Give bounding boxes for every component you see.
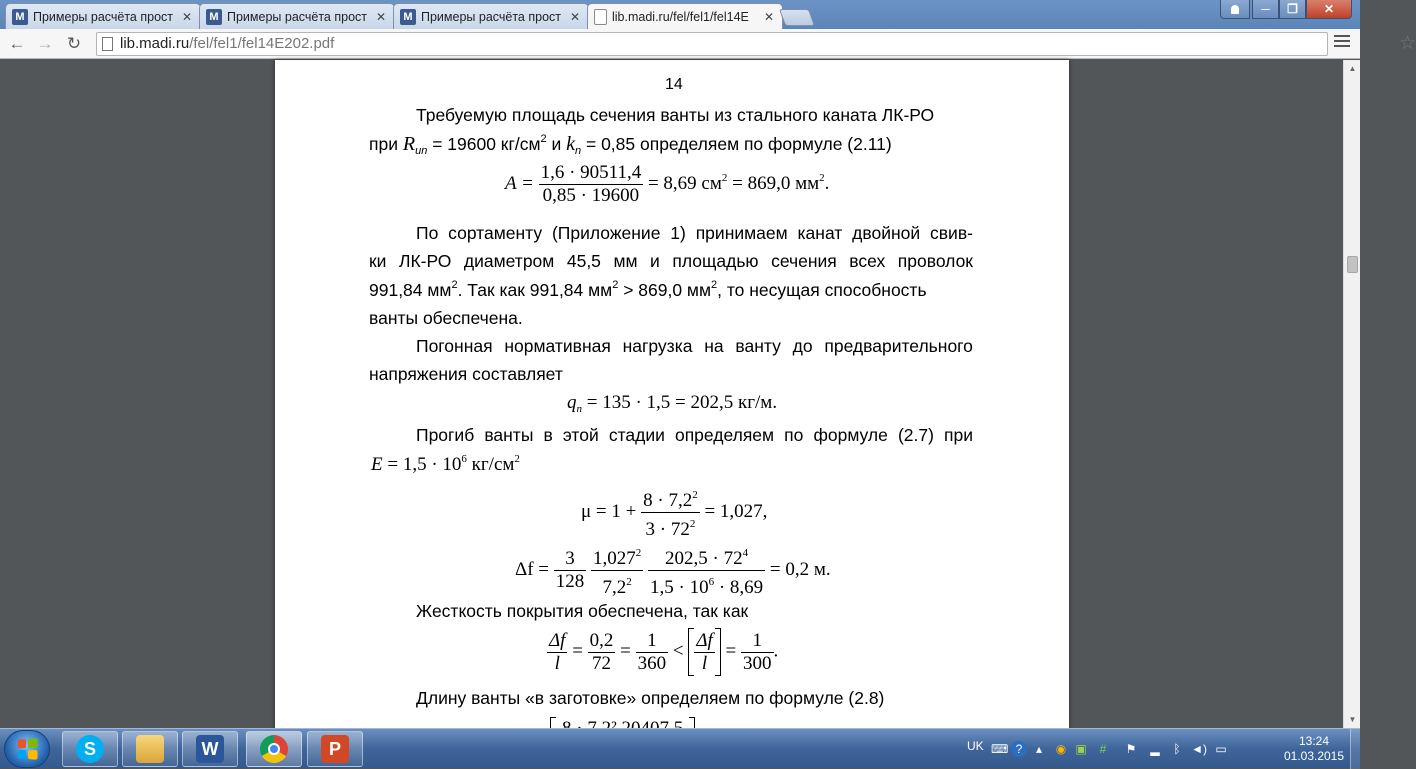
keyboard-icon[interactable]: ⌨ <box>991 742 1009 756</box>
reload-icon[interactable]: ↻ <box>66 34 82 53</box>
powerpoint-icon: P <box>321 735 349 763</box>
equation-load: $q_n = 135 \cdot 1,5 = 202,5$ кг/м. <box>567 392 778 415</box>
scrollbar-thumb[interactable] <box>1347 256 1358 273</box>
hash-icon[interactable]: # <box>1099 742 1107 756</box>
equation-deflection: Δf = $\frac{3}{128}$ $\frac{1,027^2}{7,2^2}$ $\frac{202,5 \cdot 72^4}{1,5 \cdot 10^6 \cdot 8,69}$ = 0,2 м. <box>515 542 831 599</box>
document-icon <box>594 9 607 25</box>
tab-title: lib.madi.ru/fel/fel1/fel14E <box>612 10 749 24</box>
close-tab-icon[interactable]: ✕ <box>181 9 193 24</box>
taskbar-skype[interactable] <box>62 731 118 767</box>
action-center-icon[interactable]: ⚑ <box>1125 742 1137 756</box>
browser-tab-strip <box>0 0 1360 29</box>
tab-4-active[interactable] <box>587 3 783 30</box>
page-number: 14 <box>665 76 683 93</box>
paragraph-1-line-1: Требуемую площадь сечения ванты из стального каната ЛК-РО <box>416 105 935 125</box>
m-book-icon: M <box>400 9 416 25</box>
show-desktop-button[interactable] <box>1350 729 1360 769</box>
taskbar-powerpoint[interactable] <box>307 731 363 767</box>
language-indicator[interactable]: UK <box>967 739 984 753</box>
paragraph-2-line-1: По сортаменту (Приложение 1) принимаем канат двойной свив- <box>416 223 973 243</box>
new-tab-button[interactable] <box>779 9 815 26</box>
forward-arrow-icon[interactable]: → <box>36 34 54 53</box>
user-profile-button[interactable] <box>1220 0 1250 19</box>
help-icon[interactable]: ? <box>1011 741 1027 757</box>
close-window-button[interactable]: ✕ <box>1306 0 1352 19</box>
taskbar-explorer[interactable] <box>122 731 178 767</box>
taskbar-word[interactable] <box>182 731 238 767</box>
bluetooth-icon[interactable]: ᛒ <box>1173 742 1181 756</box>
close-tab-icon[interactable]: ✕ <box>763 10 775 24</box>
close-tab-icon[interactable]: ✕ <box>375 9 387 24</box>
chrome-icon <box>260 735 288 763</box>
notification-icon[interactable]: ◉ <box>1055 742 1067 756</box>
battery-icon[interactable]: ▭ <box>1215 742 1227 756</box>
paragraph-3-line-2: напряжения составляет <box>369 364 563 384</box>
page-icon <box>102 37 113 51</box>
windows-logo-icon <box>18 738 38 759</box>
chrome-menu-icon[interactable] <box>1334 35 1350 51</box>
windows-taskbar <box>0 728 1360 768</box>
explorer-icon <box>136 735 164 763</box>
scroll-up-arrow-icon[interactable]: ▲ <box>1348 64 1357 73</box>
skype-icon: S <box>76 735 104 763</box>
equation-stiffness: $\frac{\Delta f}{l}$ = $\frac{0,2}{72}$ = $\frac{1}{360}$ < $\frac{\Delta f}{l}$ = $\frac{1}{300}$ . <box>547 628 778 676</box>
browser-toolbar <box>0 29 1416 59</box>
paragraph-2-line-2: ки ЛК-РО диаметром 45,5 мм и площадью сечения всех проволок <box>369 251 973 271</box>
bookmark-star-icon[interactable]: ☆ <box>1399 33 1416 54</box>
scroll-down-arrow-icon[interactable]: ▼ <box>1348 715 1357 724</box>
clock-time: 13:24 <box>1298 734 1330 748</box>
tray-expand-icon[interactable]: ▴ <box>1035 742 1043 756</box>
address-bar[interactable] <box>96 32 1416 56</box>
clock[interactable] <box>1280 734 1348 764</box>
modulus-line: $E = 1,5 \cdot 10^6$ $кг/см^2$ <box>371 453 520 475</box>
tab-1[interactable] <box>5 3 201 29</box>
clock-date: 01.03.2015 <box>1283 749 1345 763</box>
start-button[interactable] <box>4 730 50 768</box>
network-signal-icon[interactable]: ▂ <box>1150 742 1160 756</box>
pdf-viewer <box>0 60 1343 728</box>
equation-area: A = $\frac{1,6 \cdot 90511,4}{0,85 \cdot 19600}$ = 8,69 $см^2 = 869,0$ $мм^2$. <box>505 162 830 206</box>
maximize-button[interactable]: ❐ <box>1279 0 1306 19</box>
taskbar-chrome[interactable] <box>246 731 302 767</box>
word-icon: W <box>196 735 224 763</box>
pdf-page <box>275 60 1069 760</box>
equation-mu: μ = 1 + $\frac{8 \cdot 7,2^2}{3 \cdot 72^2}$ = 1,027, <box>581 484 767 541</box>
address-url[interactable]: lib.madi.ru/fel/fel1/fel14E202.pdf <box>120 35 335 52</box>
close-tab-icon[interactable]: ✕ <box>569 9 581 24</box>
volume-icon[interactable]: ◄) <box>1191 742 1207 756</box>
paragraph-2-line-4: ванты обеспечена. <box>369 308 523 328</box>
paragraph-4-line-1: Прогиб ванты в этой стадии определяем по формуле (2.7) при <box>416 425 973 445</box>
paragraph-3-line-1: Погонная нормативная нагрузка на ванту до предварительного <box>416 336 973 356</box>
paragraph-2-line-3: 991,84 $мм^2$. Так как 991,84 $мм^2 > 869,0$ $мм^2$, то несущая способность <box>369 279 927 300</box>
back-arrow-icon[interactable]: ← <box>8 34 26 53</box>
user-icon <box>1231 5 1239 14</box>
tab-2[interactable] <box>199 3 395 29</box>
m-book-icon: M <box>206 9 222 25</box>
tab-title: Примеры расчёта прост <box>421 9 562 24</box>
m-book-icon: M <box>12 9 28 25</box>
paragraph-5: Жесткость покрытия обеспечена, так как <box>416 601 749 621</box>
minimize-button[interactable]: ─ <box>1252 0 1279 19</box>
tab-title: Примеры расчёта прост <box>227 9 368 24</box>
vertical-scrollbar[interactable] <box>1343 60 1360 728</box>
paragraph-1-line-2: при $R_{un} = 19600$ $кг/см^2$ и $k_n = 0,85$ определяем по формуле (2.11) <box>369 133 892 157</box>
tab-3[interactable] <box>393 3 589 29</box>
tab-title: Примеры расчёта прост <box>33 9 174 24</box>
app-tray-icon[interactable]: ▣ <box>1075 742 1087 756</box>
paragraph-6: Длину ванты «в заготовке» определяем по формуле (2.8) <box>416 688 885 708</box>
